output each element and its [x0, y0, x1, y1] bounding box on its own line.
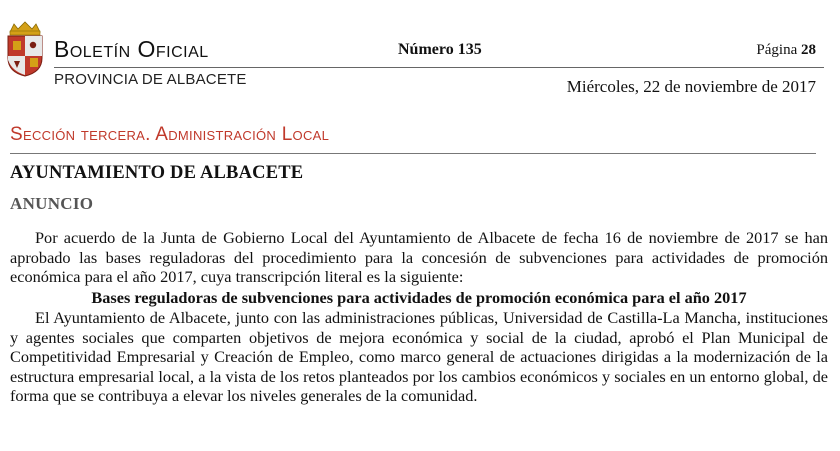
announcement-body	[10, 228, 828, 406]
page-label: Página	[756, 42, 798, 58]
province-name: PROVINCIA DE ALBACETE	[54, 71, 247, 88]
announcement-label: ANUNCIO	[10, 194, 94, 213]
crest-tower	[30, 58, 38, 67]
bases-heading: Bases reguladoras de subvenciones para actividades de promoción económica para el año 2017	[91, 287, 747, 307]
coat-of-arms-icon	[4, 20, 46, 78]
page-indicator	[756, 43, 816, 58]
crest-crown	[10, 22, 40, 32]
page-number: 28	[801, 42, 816, 58]
paragraph: El Ayuntamiento de Albacete, junto con las administraciones públicas, Universidad de Castilla-La Mancha, instituciones y agentes sociales que comparten objetivos de mejora económica y social de la ciudad, aprobó el Plan Municipal de Competitividad Empresarial y Creación de Empleo, como marco general de actuaciones dirigidas a la modernización de la estructura empresarial local, a la vista de los retos planteados por los cambios económicos y sociales en un entorno global, de forma que se contribuya a elevar los niveles generales de la comunidad.	[10, 308, 828, 405]
entity-name: AYUNTAMIENTO DE ALBACETE	[10, 163, 304, 183]
publication-title: Boletín Oficial	[54, 36, 209, 62]
crest-crown-band	[10, 31, 40, 35]
section-divider	[10, 153, 816, 154]
header-divider	[54, 67, 824, 68]
issue-number: Número 135	[398, 41, 482, 58]
crest-castle	[13, 41, 21, 50]
crest-charge	[30, 42, 36, 48]
publication-date: Miércoles, 22 de noviembre de 2017	[566, 77, 816, 96]
section-title: Sección tercera. Administración Local	[10, 124, 330, 145]
paragraph: Por acuerdo de la Junta de Gobierno Local del Ayuntamiento de Albacete de fecha 16 de noviembre de 2017 se han aprobado las bases reguladoras del procedimiento para la concesión de subvenciones para actividades de promoción económica para el año 2017, cuya transcripción literal es la siguiente:	[10, 228, 828, 286]
